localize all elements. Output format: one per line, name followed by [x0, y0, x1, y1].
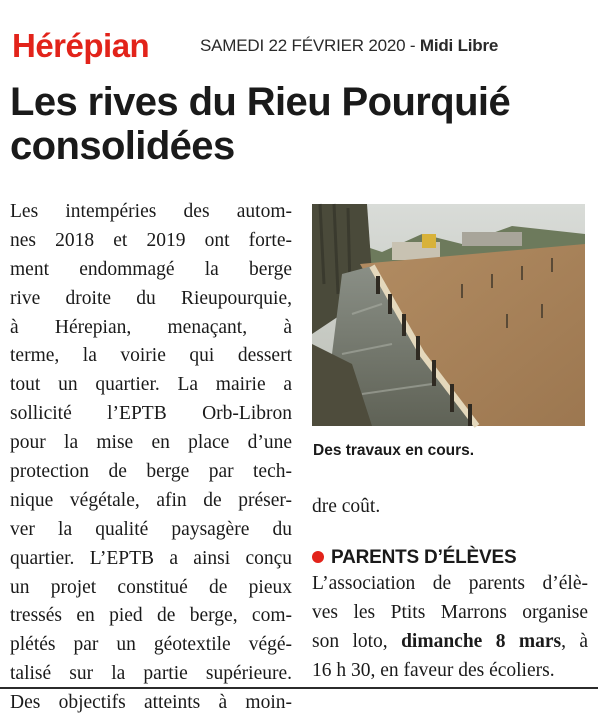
brief-line: 16 h 30, en faveur des écoliers.	[312, 659, 555, 681]
red-bullet-icon	[312, 551, 324, 563]
body-line: terme, la voirie qui dessert	[10, 345, 292, 367]
brief-line	[312, 628, 588, 657]
body-line: sollicité l’EPTB Orb-Libron	[10, 403, 292, 425]
riverbank-works-photo	[312, 204, 585, 426]
article-body-left-column	[10, 198, 292, 718]
brief-text: son loto,	[312, 630, 402, 652]
brief-line: L’association de parents d’élè-	[312, 573, 588, 594]
publication-date: SAMEDI 22 FÉVRIER 2020	[200, 36, 406, 55]
brief-heading-text: PARENTS D’ÉLÈVES	[331, 547, 517, 568]
body-line: ment endommagé la berge	[10, 258, 292, 280]
article-body-right-column	[312, 493, 588, 522]
body-line: plétés par un géotextile végé-	[10, 634, 292, 656]
body-line: tressés en pied de berge, com-	[10, 605, 292, 627]
body-line: un projet constitué de pieux	[10, 576, 292, 598]
newspaper-name: Midi Libre	[419, 36, 499, 55]
event-date: dimanche 8 mars	[401, 630, 562, 652]
article-headline	[10, 80, 590, 168]
dateline-separator: -	[405, 36, 420, 55]
body-line: à Hérepian, menaçant, à	[10, 316, 292, 338]
page-header	[12, 20, 592, 68]
body-line: ver la qualité paysagère du	[10, 518, 292, 540]
body-line: nique végétale, afin de préser-	[10, 489, 292, 511]
brief-heading	[312, 543, 588, 573]
bottom-divider	[0, 687, 598, 689]
body-line: talisé sur la partie supérieure.	[10, 663, 292, 685]
body-line: pour la mise en place d’une	[10, 432, 292, 454]
body-line: quartier. L’EPTB a ainsi conçu	[10, 547, 292, 569]
headline-line-2: consolidées	[10, 124, 235, 168]
photo-caption: Des travaux en cours.	[313, 442, 475, 459]
brief-text: , à	[561, 630, 588, 652]
body-line: Les intempéries des autom-	[10, 201, 292, 222]
body-line: dre coût.	[312, 496, 381, 517]
body-line: tout un quartier. La mairie a	[10, 374, 292, 396]
brief-body	[312, 570, 588, 686]
brief-line: ves les Ptits Marrons organise	[312, 601, 588, 623]
body-line: protection de berge par tech-	[10, 461, 292, 483]
town-heading: Hérépian	[12, 27, 150, 64]
dateline	[200, 35, 498, 57]
body-line: rive droite du Rieupourquie,	[10, 287, 292, 309]
body-line: nes 2018 et 2019 ont forte-	[10, 229, 292, 251]
headline-line-1: Les rives du Rieu Pourquié	[10, 80, 511, 124]
body-line: Des objectifs atteints à moin-	[10, 692, 292, 714]
